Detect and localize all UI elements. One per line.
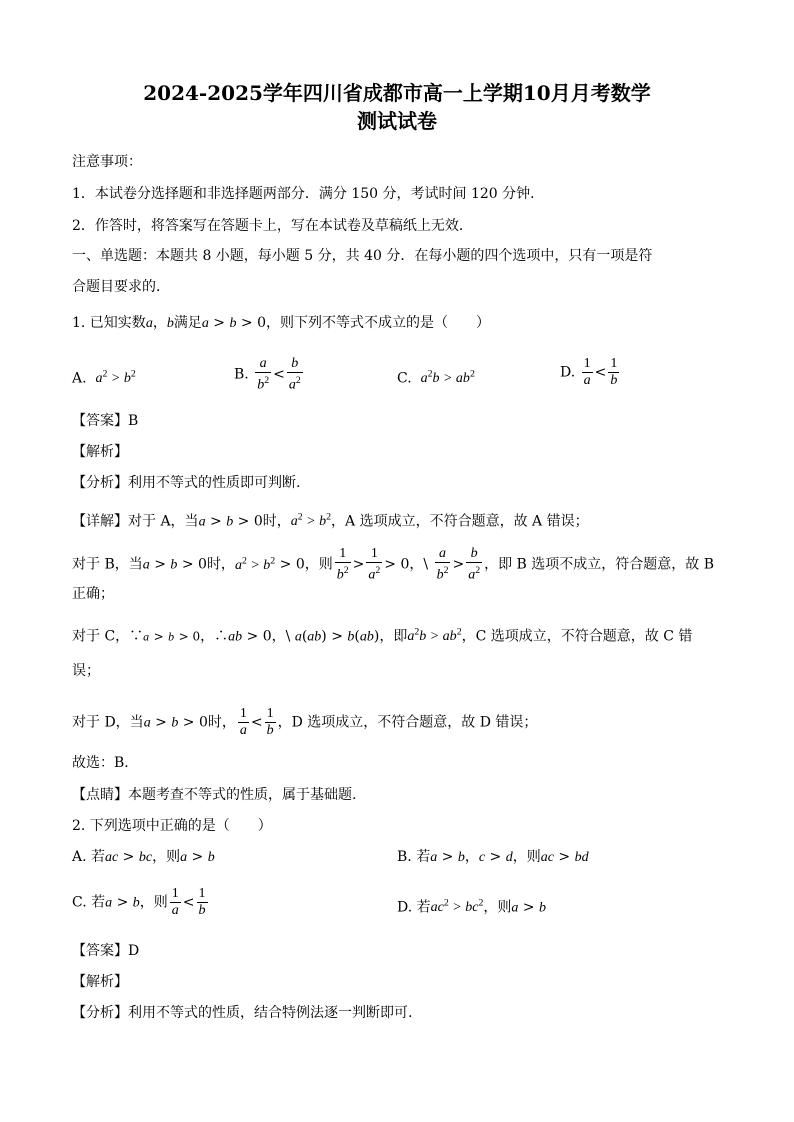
document-subtitle: 测试试卷 [357,109,437,133]
q1-detail-c: 对于 C，∵a > b > 0，∴ab > 0，\ a(ab) > b(ab)，即$a^2b > ab^2$，C 选项成立，不符合题意，故 C 错 [72,627,693,645]
q1-stem-b: 满足 [173,315,202,331]
q1-detail-b-cont: 正确； [72,586,114,602]
q2-option-c: C. 若a > b，则 $\frac{1}{a}$ < $\frac{1}{b}$ [72,886,206,918]
question-2-stem: 2. 下列选项中正确的是（ ） [72,818,272,834]
q1-jiexi: 【解析】 [72,444,128,460]
q1-conclusion: 故选：B. [72,755,129,771]
notes-item-2: 2．作答时，将答案写在答题卡上，写在本试卷及草稿纸上无效． [72,218,473,234]
q1-fenxi: 【分析】利用不等式的性质即可判断. [72,475,301,491]
notes-item-1: 1．本试卷分选择题和非选择题两部分．满分 150 分，考试时间 120 分钟． [72,186,545,202]
q2-jiexi: 【解析】 [72,974,128,990]
document-title: 2024-2025学年四川省成都市高一上学期10月月考数学 [143,81,651,105]
q1-option-a: A. $a^2 > b^2$ [72,369,136,387]
q1-answer: 【答案】B [72,413,139,429]
q1-option-b: B. $\frac{a}{b^2}$ < $\frac{b}{a^2}$ [234,356,301,393]
q1-detail-c-cont: 误； [72,663,100,679]
q1-stem-a: 1. 已知实数 [72,315,146,331]
q1-detail-b: 对于 B，当a > b > 0时，$a^2 > b^2 > 0$，则 $\frac{1}{b^2}$ > $\frac{1}{a^2}$ > 0，\ $\frac{a}{b^2}$ > $\frac{b}{a^2}$ ，即 B 选项不成立，符合题意，故 B [72,546,715,583]
q2-option-d: D. 若$ac^2 > bc^2$，则a > b [397,898,546,916]
q1-detail-d: 对于 D，当a > b > 0时， $\frac{1}{a}$ < $\frac{1}{b}$ ，D 选项成立，不符合题意，故 D 错误； [72,706,538,738]
q1-detail-a: 【详解】对于 A，当a > b > 0时，$a^2 > b^2$，A 选项成立，不符合题意，故 A 错误； [72,512,589,530]
question-1-stem: 1. 已知实数a，b满足a > b > 0，则下列不等式不成立的是（ ） [72,315,490,331]
q1-option-d: D. $\frac{1}{a}$ < $\frac{1}{b}$ [560,356,618,388]
q2-option-b: B. 若a > b，c > d，则ac > bd [397,849,589,865]
section-heading-cont: 合题目要求的． [72,279,170,295]
q2-fenxi: 【分析】利用不等式的性质，结合特例法逐一判断即可. [72,1005,413,1021]
q1-option-c: C. $a^2b > ab^2$ [397,369,475,387]
q1-stem-c: ，则下列不等式不成立的是（ ） [266,315,490,331]
section-heading: 一、单选题：本题共 8 小题，每小题 5 分，共 40 分．在每小题的四个选项中，只有一项是符 [72,248,653,264]
q2-answer: 【答案】D [72,943,140,959]
q1-dianjing: 【点睛】本题考查不等式的性质，属于基础题. [72,787,357,803]
notes-header: 注意事项： [72,154,142,170]
q2-option-a: A. 若ac > bc，则a > b [72,849,215,865]
